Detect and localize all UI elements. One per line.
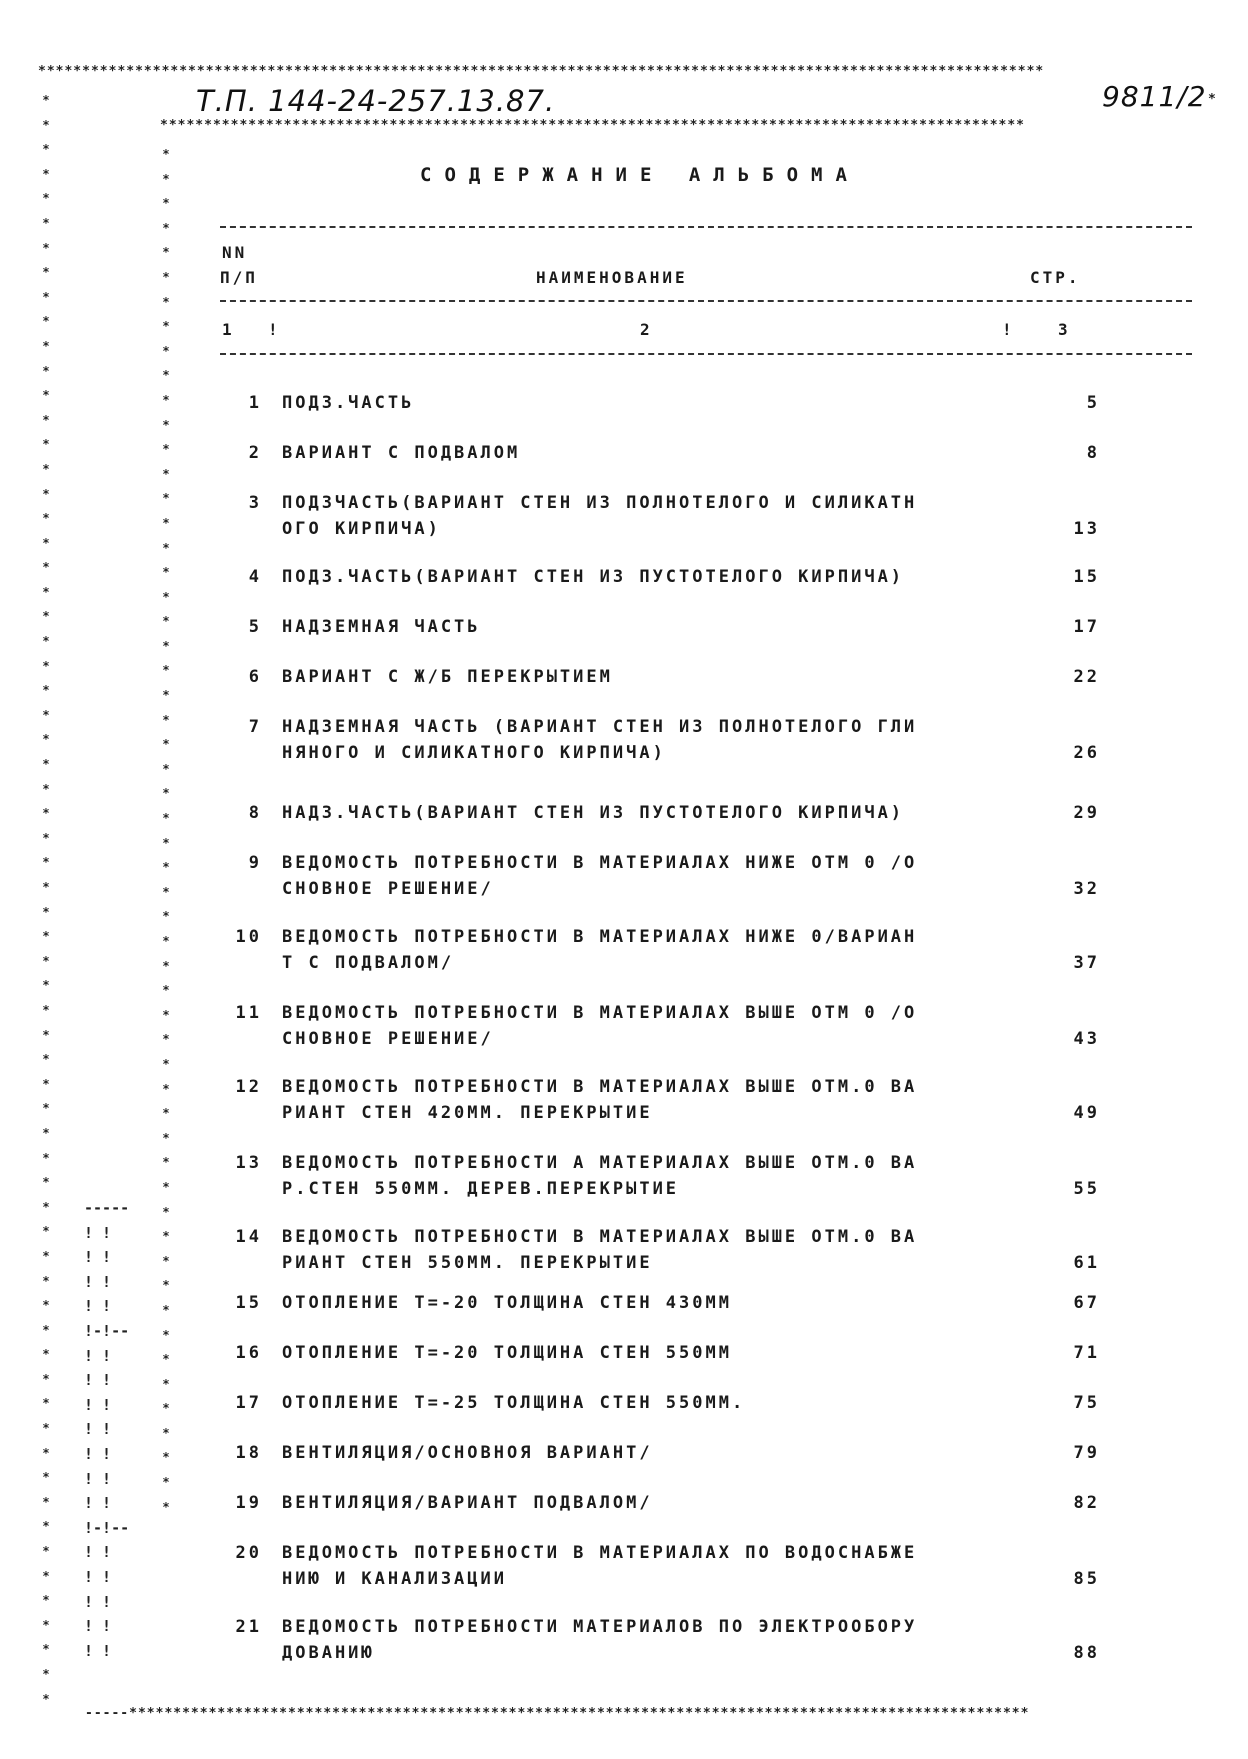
entry-number: 11 (235, 1003, 262, 1023)
entry-title-line: ВЕДОМОСТЬ ПОТРЕБНОСТИ МАТЕРИАЛОВ ПО ЭЛЕКТРООБОРУ (282, 1617, 918, 1637)
entry-page: 61 (1073, 1253, 1100, 1273)
inner-border-stars: * * * * * * * * * * * * * * * * * * * * * * * * * * * * * * * * * * * * * * * * * * * * * * * * * * * * * * * * (162, 147, 170, 1514)
entry-number: 12 (235, 1077, 262, 1097)
entry-title (282, 1074, 1042, 1126)
entry-page: 49 (1073, 1103, 1100, 1123)
bottom-border-stars: -----****************************************************************************************************** (85, 1706, 1030, 1721)
entry-page: 22 (1073, 667, 1100, 687)
col-index-2: 2 (640, 320, 653, 339)
entry-number: 9 (248, 853, 262, 873)
entry-title-line: Р.СТЕН 550ММ. ДЕРЕВ.ПЕРЕКРЫТИЕ (282, 1179, 680, 1199)
entry-title (282, 850, 1042, 902)
col-name-label: НАИМЕНОВАНИЕ (536, 268, 688, 287)
entry-title-line: ОГО КИРПИЧА) (282, 519, 441, 539)
entry-title-line: ВЕДОМОСТЬ ПОТРЕБНОСТИ В МАТЕРИАЛАХ ВЫШЕ ОТМ 0 /О (282, 1003, 918, 1023)
entry-number: 3 (248, 493, 262, 513)
entry-title-line: РИАНТ СТЕН 420ММ. ПЕРЕКРЫТИЕ (282, 1103, 653, 1123)
entry-title-line: ВЕДОМОСТЬ ПОТРЕБНОСТИ В МАТЕРИАЛАХ НИЖЕ 0/ВАРИАН (282, 927, 918, 947)
entry-title-line: ВЕДОМОСТЬ ПОТРЕБНОСТИ А МАТЕРИАЛАХ ВЫШЕ ОТМ.0 ВА (282, 1153, 918, 1173)
entry-page: 67 (1073, 1293, 1100, 1313)
entry-title-line: НАДЗЕМНАЯ ЧАСТЬ (ВАРИАНТ СТЕН ИЗ ПОЛНОТЕЛОГО ГЛИ (282, 717, 918, 737)
entry-page: 13 (1073, 519, 1100, 539)
entry-title (282, 1614, 1042, 1666)
entry-page: 71 (1073, 1343, 1100, 1363)
top-border-stars: ****************************************************************************************************************** (38, 64, 1045, 79)
entry-title (282, 664, 1042, 690)
entry-title-line: РИАНТ СТЕН 550ММ. ПЕРЕКРЫТИЕ (282, 1253, 653, 1273)
entry-number: 19 (235, 1493, 262, 1513)
entry-title-line: ДОВАНИЮ (282, 1643, 375, 1663)
entry-title (282, 1340, 1042, 1366)
entry-title (282, 924, 1042, 976)
entry-title-line: НАДЗЕМНАЯ ЧАСТЬ (282, 617, 481, 637)
entry-page: 37 (1073, 953, 1100, 973)
left-border-stars: * * * * * * * * * * * * * * * * * * * * * * * * * * * * * * * * * * * * * * * * * * * * * * * * * * * * * * * * * * * * * * * * * * (42, 93, 50, 1706)
entry-title-line: ВЕНТИЛЯЦИЯ/ОСНОВНОЯ ВАРИАНТ/ (282, 1443, 653, 1463)
entry-title-line: ВЕНТИЛЯЦИЯ/ВАРИАНТ ПОДВАЛОМ/ (282, 1493, 653, 1513)
entry-title-line: ОТОПЛЕНИЕ Т=-20 ТОЛЩИНА СТЕН 550ММ (282, 1343, 732, 1363)
col-num-label-1: NN (222, 243, 248, 262)
entry-number: 13 (235, 1153, 262, 1173)
entry-title-line: Т С ПОДВАЛОМ/ (282, 953, 455, 973)
entry-page: 82 (1073, 1493, 1100, 1513)
entry-title (282, 714, 1042, 766)
entry-title (282, 1224, 1042, 1276)
entry-title-line: ОТОПЛЕНИЕ Т=-20 ТОЛЩИНА СТЕН 430ММ (282, 1293, 732, 1313)
table-index-rule (220, 353, 1192, 355)
entry-number: 20 (235, 1543, 262, 1563)
entry-title (282, 800, 1042, 826)
entry-title (282, 1000, 1042, 1052)
entry-page: 75 (1073, 1393, 1100, 1413)
col-separator-1: ! (268, 320, 281, 339)
entry-page: 26 (1073, 743, 1100, 763)
table-top-rule (220, 226, 1192, 228)
table-header-rule (220, 300, 1192, 302)
entry-title-line: ВАРИАНТ С ПОДВАЛОМ (282, 443, 521, 463)
entry-page: 15 (1073, 567, 1100, 587)
sheet-code-star: * (1208, 92, 1217, 107)
entry-page: 85 (1073, 1569, 1100, 1589)
entry-title (282, 1150, 1042, 1202)
entry-title-line: НЯНОГО И СИЛИКАТНОГО КИРПИЧА) (282, 743, 666, 763)
entry-title-line: СНОВНОЕ РЕШЕНИЕ/ (282, 879, 494, 899)
margin-stamp-marks: ----- ! ! ! ! ! ! ! ! !-!-- ! ! ! ! ! ! ! ! ! ! ! ! ! ! !-!-- ! ! ! ! ! ! ! ! ! ! (84, 1199, 130, 1660)
entry-number: 18 (235, 1443, 262, 1463)
entry-title (282, 1290, 1042, 1316)
entry-title-line: ПОДЗЧАСТЬ(ВАРИАНТ СТЕН ИЗ ПОЛНОТЕЛОГО И СИЛИКАТН (282, 493, 918, 513)
entry-title-line: ОТОПЛЕНИЕ Т=-25 ТОЛЩИНА СТЕН 550ММ. (282, 1393, 746, 1413)
document-code: Т.П. 144-24-257.13.87. (196, 84, 556, 118)
entry-title (282, 614, 1042, 640)
sheet-code: 9811/2 (1102, 80, 1207, 113)
entry-number: 2 (248, 443, 262, 463)
entry-title-line: СНОВНОЕ РЕШЕНИЕ/ (282, 1029, 494, 1049)
entry-number: 1 (248, 393, 262, 413)
entry-page: 32 (1073, 879, 1100, 899)
entry-number: 17 (235, 1393, 262, 1413)
entry-title-line: ВЕДОМОСТЬ ПОТРЕБНОСТИ В МАТЕРИАЛАХ ВЫШЕ ОТМ.0 ВА (282, 1077, 918, 1097)
entry-number: 10 (235, 927, 262, 947)
entry-title (282, 440, 1042, 466)
entry-title-line: ВЕДОМОСТЬ ПОТРЕБНОСТИ В МАТЕРИАЛАХ НИЖЕ ОТМ 0 /О (282, 853, 918, 873)
entry-title-line: ВЕДОМОСТЬ ПОТРЕБНОСТИ В МАТЕРИАЛАХ ВЫШЕ ОТМ.0 ВА (282, 1227, 918, 1247)
entry-title (282, 564, 1042, 590)
header-underline-stars: ************************************************************************************************** (160, 118, 1026, 133)
entry-number: 21 (235, 1617, 262, 1637)
entry-title (282, 1390, 1042, 1416)
entry-page: 29 (1073, 803, 1100, 823)
col-index-3: 3 (1058, 320, 1071, 339)
entry-number: 15 (235, 1293, 262, 1313)
entry-number: 4 (248, 567, 262, 587)
entry-page: 79 (1073, 1443, 1100, 1463)
entry-title-line: ВЕДОМОСТЬ ПОТРЕБНОСТИ В МАТЕРИАЛАХ ПО ВОДОСНАБЖЕ (282, 1543, 918, 1563)
entry-number: 16 (235, 1343, 262, 1363)
col-num-label-2: П/П (220, 268, 258, 287)
entry-title-line: ПОДЗ.ЧАСТЬ (282, 393, 415, 413)
entry-title (282, 390, 1042, 416)
entry-title-line: ВАРИАНТ С Ж/Б ПЕРЕКРЫТИЕМ (282, 667, 613, 687)
entry-number: 5 (248, 617, 262, 637)
entry-page: 17 (1073, 617, 1100, 637)
entry-title-line: НАДЗ.ЧАСТЬ(ВАРИАНТ СТЕН ИЗ ПУСТОТЕЛОГО КИРПИЧА) (282, 803, 905, 823)
entry-page: 55 (1073, 1179, 1100, 1199)
col-index-1: 1 (222, 320, 235, 339)
entry-title-line: ПОДЗ.ЧАСТЬ(ВАРИАНТ СТЕН ИЗ ПУСТОТЕЛОГО КИРПИЧА) (282, 567, 905, 587)
entry-number: 14 (235, 1227, 262, 1247)
page-title: СОДЕРЖАНИЕ АЛЬБОМА (420, 164, 860, 186)
entry-number: 6 (248, 667, 262, 687)
entry-title (282, 490, 1042, 542)
entry-page: 5 (1086, 393, 1100, 413)
entry-title (282, 1440, 1042, 1466)
entry-page: 8 (1086, 443, 1100, 463)
entry-number: 8 (248, 803, 262, 823)
entry-title-line: НИЮ И КАНАЛИЗАЦИИ (282, 1569, 507, 1589)
entry-page: 88 (1073, 1643, 1100, 1663)
col-page-label: СТР. (1030, 268, 1081, 287)
entry-number: 7 (248, 717, 262, 737)
col-separator-2: ! (1002, 320, 1015, 339)
entry-title (282, 1490, 1042, 1516)
entry-page: 43 (1073, 1029, 1100, 1049)
entry-title (282, 1540, 1042, 1592)
